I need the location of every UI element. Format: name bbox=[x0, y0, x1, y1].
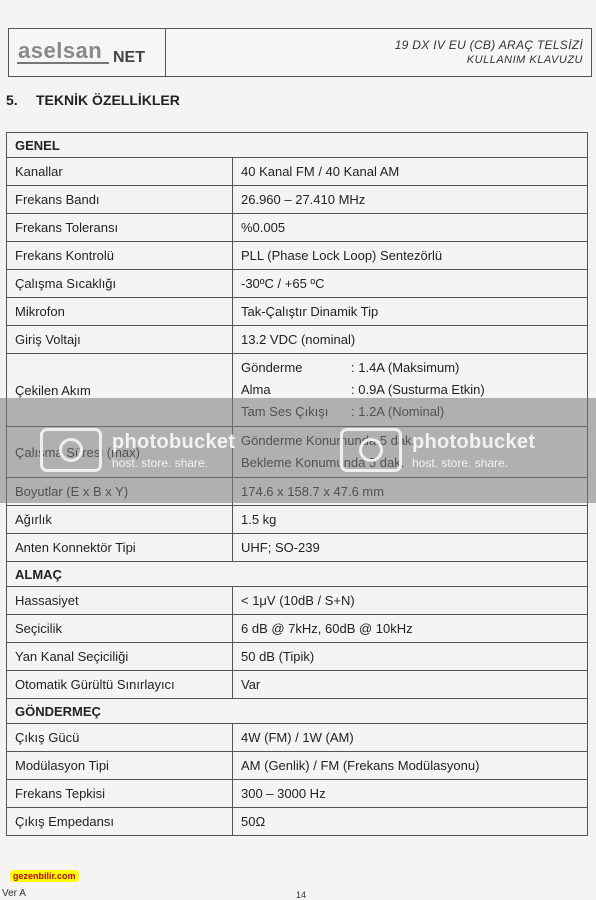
watermark-title: photobucket bbox=[412, 430, 536, 453]
spec-value: %0.005 bbox=[233, 214, 588, 242]
spec-label: Çıkış Gücü bbox=[7, 724, 233, 752]
current-key: Gönderme bbox=[241, 360, 303, 375]
table-row bbox=[7, 158, 588, 186]
site-logo: gezenbilir.com bbox=[10, 870, 79, 882]
table-row bbox=[7, 186, 588, 214]
section-heading bbox=[6, 92, 180, 108]
table-row bbox=[7, 214, 588, 242]
watermark-right bbox=[340, 428, 535, 472]
section-title: TEKNİK ÖZELLİKLER bbox=[36, 92, 180, 108]
camera-icon bbox=[340, 428, 402, 472]
photobucket-watermark-band bbox=[0, 398, 596, 503]
version-label: Ver A bbox=[2, 888, 26, 899]
spec-label: Otomatik Gürültü Sınırlayıcı bbox=[7, 671, 233, 699]
spec-label: Seçicilik bbox=[7, 615, 233, 643]
table-row bbox=[7, 643, 588, 671]
spec-value: 50 dB (Tipik) bbox=[233, 643, 588, 671]
table-row bbox=[7, 298, 588, 326]
camera-icon bbox=[40, 428, 102, 472]
document-title bbox=[166, 29, 591, 76]
group-title: GÖNDERMEÇ bbox=[7, 699, 588, 724]
spec-label: Anten Konnektör Tipi bbox=[7, 534, 233, 562]
current-key: Alma bbox=[241, 382, 271, 397]
group-title: GENEL bbox=[7, 133, 588, 158]
spec-label: Frekans Tepkisi bbox=[7, 780, 233, 808]
spec-label: Hassasiyet bbox=[7, 587, 233, 615]
title-line-2: KULLANIM KLAVUZU bbox=[466, 54, 583, 66]
current-val: : 0.9A (Susturma Etkin) bbox=[351, 382, 485, 397]
spec-value: AM (Genlik) / FM (Frekans Modülasyonu) bbox=[233, 752, 588, 780]
spec-value: PLL (Phase Lock Loop) Sentezörlü bbox=[233, 242, 588, 270]
spec-label: Ağırlık bbox=[7, 506, 233, 534]
table-row bbox=[7, 671, 588, 699]
logo-underline bbox=[17, 62, 109, 64]
title-line-1: 19 DX IV EU (CB) ARAÇ TELSİZİ bbox=[394, 38, 583, 52]
current-val: : 1.4A (Maksimum) bbox=[351, 360, 460, 375]
spec-value: -30ºC / +65 ºC bbox=[233, 270, 588, 298]
section-number: 5. bbox=[6, 92, 18, 108]
spec-label: Giriş Voltajı bbox=[7, 326, 233, 354]
logo-net-text: NET bbox=[113, 49, 145, 66]
table-row bbox=[7, 587, 588, 615]
spec-label: Frekans Toleransı bbox=[7, 214, 233, 242]
aselsan-net-logo bbox=[9, 29, 166, 76]
group-title: ALMAÇ bbox=[7, 562, 588, 587]
table-row bbox=[7, 780, 588, 808]
spec-value: 6 dB @ 7kHz, 60dB @ 10kHz bbox=[233, 615, 588, 643]
current-item bbox=[241, 357, 579, 379]
spec-value: 1.5 kg bbox=[233, 506, 588, 534]
spec-value: 300 – 3000 Hz bbox=[233, 780, 588, 808]
table-row bbox=[7, 242, 588, 270]
spec-value: 4W (FM) / 1W (AM) bbox=[233, 724, 588, 752]
spec-label: Mikrofon bbox=[7, 298, 233, 326]
page-number: 14 bbox=[296, 890, 307, 900]
spec-label: Modülasyon Tipi bbox=[7, 752, 233, 780]
spec-label: Frekans Kontrolü bbox=[7, 242, 233, 270]
spec-label: Frekans Bandı bbox=[7, 186, 233, 214]
spec-label: Yan Kanal Seçiciliği bbox=[7, 643, 233, 671]
spec-value: < 1μV (10dB / S+N) bbox=[233, 587, 588, 615]
spec-value: UHF; SO-239 bbox=[233, 534, 588, 562]
spec-value: 50Ω bbox=[233, 808, 588, 836]
table-row bbox=[7, 326, 588, 354]
table-row bbox=[7, 724, 588, 752]
logo-text: aselsan bbox=[18, 38, 103, 63]
spec-label: Kanallar bbox=[7, 158, 233, 186]
spec-value: Var bbox=[233, 671, 588, 699]
spec-value: 13.2 VDC (nominal) bbox=[233, 326, 588, 354]
table-row bbox=[7, 808, 588, 836]
spec-label: Çekilen Akım bbox=[7, 354, 233, 427]
watermark-subtitle: host. store. share. bbox=[112, 455, 209, 470]
spec-label: Çalışma Sıcaklığı bbox=[7, 270, 233, 298]
spec-label: Çıkış Empedansı bbox=[7, 808, 233, 836]
group-row-receive bbox=[7, 562, 588, 587]
spec-value: Tak-Çalıştır Dinamik Tip bbox=[233, 298, 588, 326]
watermark-left bbox=[40, 428, 235, 472]
spec-value: 40 Kanal FM / 40 Kanal AM bbox=[233, 158, 588, 186]
watermark-subtitle: host. store. share. bbox=[412, 455, 509, 470]
table-row bbox=[7, 506, 588, 534]
document-header bbox=[8, 28, 592, 77]
table-row bbox=[7, 752, 588, 780]
table-row bbox=[7, 270, 588, 298]
table-row bbox=[7, 534, 588, 562]
table-row bbox=[7, 615, 588, 643]
watermark-title: photobucket bbox=[112, 430, 236, 453]
spec-value: 26.960 – 27.410 MHz bbox=[233, 186, 588, 214]
group-row-transmit bbox=[7, 699, 588, 724]
group-row-general bbox=[7, 133, 588, 158]
